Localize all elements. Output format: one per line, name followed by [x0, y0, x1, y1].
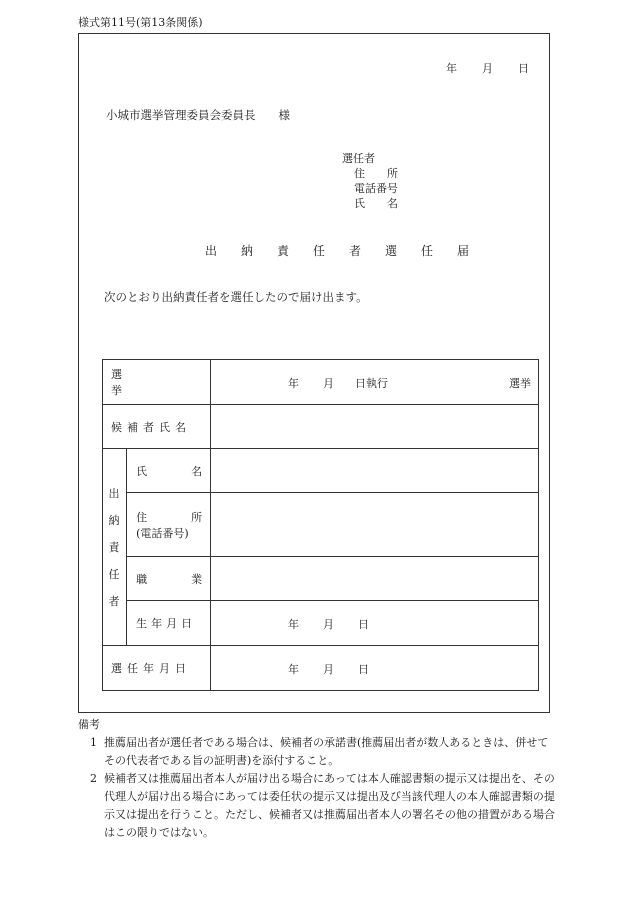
notes-section: [78, 716, 558, 842]
table-row: [103, 601, 539, 646]
title-char: 出: [205, 244, 218, 258]
election-label-cell: [103, 360, 211, 405]
table-row: [103, 360, 539, 405]
vertical-char: 責: [108, 540, 120, 554]
treasurer-form-table: [102, 359, 539, 691]
treasurer-occupation-value-cell[interactable]: [211, 557, 539, 601]
election-month: 月: [323, 377, 334, 390]
appointed-year: 年: [288, 663, 299, 676]
title-char: 納: [241, 244, 254, 258]
vertical-char: 者: [108, 594, 120, 608]
table-row: [103, 646, 539, 691]
treasurer-address-sub: (電話番号): [136, 526, 189, 540]
treasurer-name-label-cell: [127, 449, 211, 493]
title-char: 選: [385, 244, 398, 258]
birth-year: 年: [288, 618, 299, 631]
candidate-label: 候補者氏名: [111, 420, 191, 434]
treasurer-birth-label-cell: [127, 601, 211, 646]
treasurer-address-label-cell: [127, 493, 211, 557]
title-char: 任: [313, 244, 326, 258]
table-row: [103, 557, 539, 601]
date-month: 月: [482, 62, 493, 75]
title-char: 任: [421, 244, 434, 258]
addressee: 小城市選挙管理委員会委員長 様: [106, 108, 290, 122]
candidate-label-cell: [103, 405, 211, 449]
treasurer-name-label: 氏 名: [136, 464, 203, 478]
vertical-char: 出: [108, 486, 120, 500]
table-row: [103, 405, 539, 449]
vertical-char: 納: [108, 513, 120, 527]
title-char: 届: [457, 244, 470, 258]
treasurer-address-value-cell[interactable]: [211, 493, 539, 557]
treasurer-vertical-cell: [103, 449, 127, 646]
form-number-label: 様式第11号(第13条関係): [78, 16, 203, 29]
birth-day: 日: [358, 618, 369, 631]
intro-text: 次のとおり出納責任者を選任したので届け出ます。: [104, 290, 368, 304]
table-row: [103, 493, 539, 557]
vertical-char: 任: [108, 567, 120, 581]
submission-date: [446, 60, 529, 76]
applicant-role: 選任者: [342, 152, 375, 165]
election-year: 年: [288, 377, 299, 390]
election-label: 選 挙: [111, 368, 210, 397]
note-item: [78, 734, 558, 770]
title-char: 者: [349, 244, 362, 258]
appointed-value-cell[interactable]: [211, 646, 539, 691]
birth-month: 月: [323, 618, 334, 631]
applicant-address-label: 住 所: [354, 167, 398, 180]
appointed-label-cell: [103, 646, 211, 691]
note-text: 推薦届出者が選任者である場合は、候補者の承諾書(推薦届出者が数人あるときは、併せてその代表者である旨の証明書)を添付すること。: [104, 736, 549, 767]
date-day: 日: [518, 62, 529, 75]
candidate-value-cell[interactable]: [211, 405, 539, 449]
note-number: 1: [90, 736, 97, 749]
note-text: 候補者又は推薦届出者本人が届け出る場合にあっては本人確認書類の提示又は提出を、その代理人が届け出る場合にあっては委任状の提示又は提出及び当該代理人の本人確認書類の提示又は提出を行うこと。ただし、候補者又は推薦届出者本人の署名その他の措置がある場合はこの限りではない。: [104, 772, 555, 839]
appointed-day: 日: [358, 663, 369, 676]
treasurer-name-value-cell[interactable]: [211, 449, 539, 493]
election-suffix: 選挙: [509, 377, 531, 390]
appointed-month: 月: [323, 663, 334, 676]
treasurer-occupation-label-cell: [127, 557, 211, 601]
election-day: 日執行: [355, 377, 388, 390]
applicant-block: [342, 151, 398, 211]
date-year: 年: [446, 62, 457, 75]
document-title: [205, 242, 469, 259]
note-item: [78, 770, 558, 842]
applicant-name-label: 氏 名: [354, 197, 398, 210]
note-number: 2: [90, 772, 97, 785]
treasurer-birth-value-cell[interactable]: [211, 601, 539, 646]
treasurer-birth-label: 生年月日: [136, 617, 197, 630]
treasurer-vertical-label: [103, 480, 125, 615]
notes-heading: 備考: [78, 718, 100, 731]
treasurer-address-label: 住 所: [136, 510, 203, 524]
appointed-label: 選任年月日: [111, 662, 191, 675]
applicant-phone-label: 電話番号: [354, 182, 398, 195]
table-row: [103, 449, 539, 493]
title-char: 責: [277, 244, 290, 258]
election-value-cell[interactable]: [211, 360, 539, 405]
treasurer-occupation-label: 職 業: [136, 572, 203, 586]
